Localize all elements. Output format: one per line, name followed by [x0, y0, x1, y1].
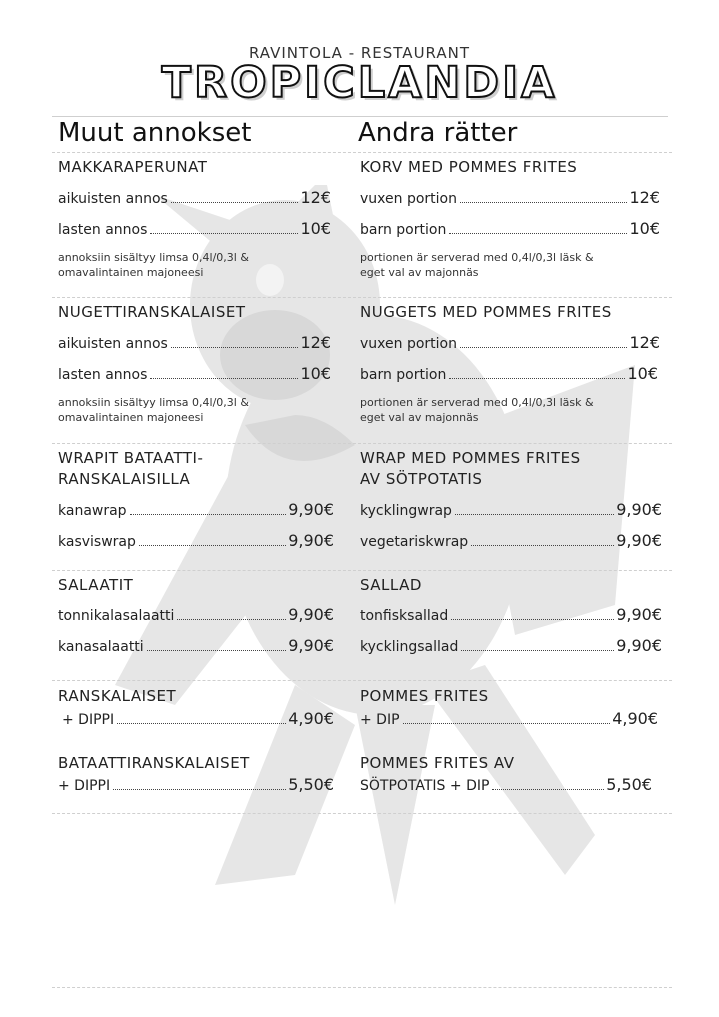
menu-item — [58, 605, 334, 624]
section-divider — [52, 813, 672, 814]
header-divider — [52, 116, 668, 117]
item-price: 12€ — [300, 333, 331, 352]
menu-item — [58, 219, 331, 238]
dot-leader — [150, 233, 298, 234]
menu-item — [360, 500, 662, 519]
heading-line: RANSKALAISILLA — [58, 470, 191, 488]
restaurant-title: TROPICLANDIA — [161, 58, 558, 108]
item-name: vuxen portion — [360, 191, 457, 207]
dot-leader — [449, 378, 625, 379]
dot-leader — [403, 723, 611, 724]
column-title-fi: Muut annokset — [58, 118, 252, 148]
note-line: eget val av majonnäs — [360, 411, 479, 424]
item-name: vuxen portion — [360, 336, 457, 352]
menu-item — [360, 775, 652, 794]
item-price: 9,90€ — [288, 636, 334, 655]
item-name: lasten annos — [58, 222, 148, 238]
note-line: portionen är serverad med 0,4l/0,3l läsk & — [360, 251, 594, 264]
item-name: + DIPPI — [58, 778, 111, 794]
heading-line: WRAPIT BATAATTI- — [58, 449, 204, 467]
section-heading-sv: SALLAD — [360, 576, 422, 594]
section-heading-fi: BATAATTIRANSKALAISET — [58, 754, 250, 772]
dot-leader — [171, 202, 299, 203]
section-divider — [52, 443, 672, 444]
item-note-fi — [58, 395, 249, 425]
menu-item — [58, 333, 331, 352]
item-name: kanawrap — [58, 503, 127, 519]
item-name: kasviswrap — [58, 534, 136, 550]
item-name: tonfisksallad — [360, 608, 449, 624]
menu-item — [58, 364, 331, 383]
item-name: aikuisten annos — [58, 191, 168, 207]
item-name: + DIP — [360, 712, 400, 728]
dot-leader — [130, 514, 287, 515]
restaurant-subtitle: RAVINTOLA - RESTAURANT — [248, 44, 471, 62]
menu-item — [58, 531, 334, 550]
menu-item — [360, 531, 662, 550]
item-name: barn portion — [360, 367, 447, 383]
note-line: annoksiin sisältyy limsa 0,4l/0,3l & — [58, 251, 249, 264]
item-price: 9,90€ — [288, 605, 334, 624]
item-price: 5,50€ — [606, 775, 652, 794]
item-name: tonnikalasalaatti — [58, 608, 175, 624]
dot-leader — [113, 789, 286, 790]
section-divider — [52, 570, 672, 571]
dot-leader — [460, 347, 627, 348]
dot-leader — [492, 789, 604, 790]
section-heading-sv: POMMES FRITES — [360, 687, 489, 705]
item-price: 4,90€ — [288, 709, 334, 728]
item-price: 12€ — [629, 333, 660, 352]
item-name: aikuisten annos — [58, 336, 168, 352]
item-price: 9,90€ — [616, 605, 662, 624]
menu-item — [360, 333, 660, 352]
item-price: 12€ — [300, 188, 331, 207]
section-heading-fi: SALAATIT — [58, 576, 134, 594]
dot-leader — [150, 378, 298, 379]
menu-item — [360, 364, 658, 383]
section-heading-fi — [58, 448, 203, 490]
item-name: vegetariskwrap — [360, 534, 469, 550]
dot-leader — [147, 650, 287, 651]
item-name: SÖTPOTATIS + DIP — [360, 778, 490, 794]
dot-leader — [449, 233, 627, 234]
item-price: 9,90€ — [616, 636, 662, 655]
section-heading-sv — [360, 448, 581, 490]
note-line: annoksiin sisältyy limsa 0,4l/0,3l & — [58, 396, 249, 409]
item-name: lasten annos — [58, 367, 148, 383]
menu-item — [360, 605, 662, 624]
menu-item — [58, 500, 334, 519]
item-price: 5,50€ — [288, 775, 334, 794]
menu-item — [58, 775, 334, 794]
dot-leader — [177, 619, 286, 620]
dot-leader — [451, 619, 614, 620]
heading-line: AV SÖTPOTATIS — [360, 470, 483, 488]
dot-leader — [471, 545, 614, 546]
item-price: 10€ — [300, 219, 331, 238]
section-heading-fi: MAKKARAPERUNAT — [58, 158, 208, 176]
section-heading-sv: KORV MED POMMES FRITES — [360, 158, 578, 176]
menu-item — [58, 188, 331, 207]
section-divider — [52, 297, 672, 298]
section-divider — [52, 680, 672, 681]
item-note-sv — [360, 250, 594, 280]
item-price: 4,90€ — [612, 709, 658, 728]
item-note-fi — [58, 250, 249, 280]
item-name: + DIPPI — [62, 712, 115, 728]
note-line: omavalintainen majoneesi — [58, 411, 204, 424]
column-title-sv: Andra rätter — [358, 118, 518, 148]
heading-line: WRAP MED POMMES FRITES — [360, 449, 581, 467]
section-heading-sv: NUGGETS MED POMMES FRITES — [360, 303, 612, 321]
dot-leader — [460, 202, 627, 203]
item-price: 9,90€ — [288, 500, 334, 519]
section-heading-fi: NUGETTIRANSKALAISET — [58, 303, 246, 321]
item-name: kycklingwrap — [360, 503, 452, 519]
dot-leader — [461, 650, 614, 651]
menu-item — [360, 636, 662, 655]
note-line: eget val av majonnäs — [360, 266, 479, 279]
dot-leader — [455, 514, 614, 515]
note-line: portionen är serverad med 0,4l/0,3l läsk & — [360, 396, 594, 409]
item-price: 12€ — [629, 188, 660, 207]
dot-leader — [139, 545, 286, 546]
menu-item — [360, 188, 660, 207]
item-price: 9,90€ — [616, 500, 662, 519]
item-price: 10€ — [627, 364, 658, 383]
menu-item — [360, 709, 658, 728]
item-note-sv — [360, 395, 594, 425]
dot-leader — [171, 347, 299, 348]
item-name: barn portion — [360, 222, 447, 238]
menu-item — [58, 636, 334, 655]
dot-leader — [117, 723, 286, 724]
menu-item — [360, 219, 660, 238]
footer-divider — [52, 987, 672, 988]
item-price: 10€ — [300, 364, 331, 383]
menu-item — [62, 709, 334, 728]
section-heading-sv: POMMES FRITES AV — [360, 754, 515, 772]
item-name: kanasalaatti — [58, 639, 144, 655]
item-price: 9,90€ — [616, 531, 662, 550]
item-price: 9,90€ — [288, 531, 334, 550]
item-name: kycklingsallad — [360, 639, 459, 655]
section-heading-fi: RANSKALAISET — [58, 687, 177, 705]
section-divider — [52, 152, 672, 153]
note-line: omavalintainen majoneesi — [58, 266, 204, 279]
item-price: 10€ — [629, 219, 660, 238]
